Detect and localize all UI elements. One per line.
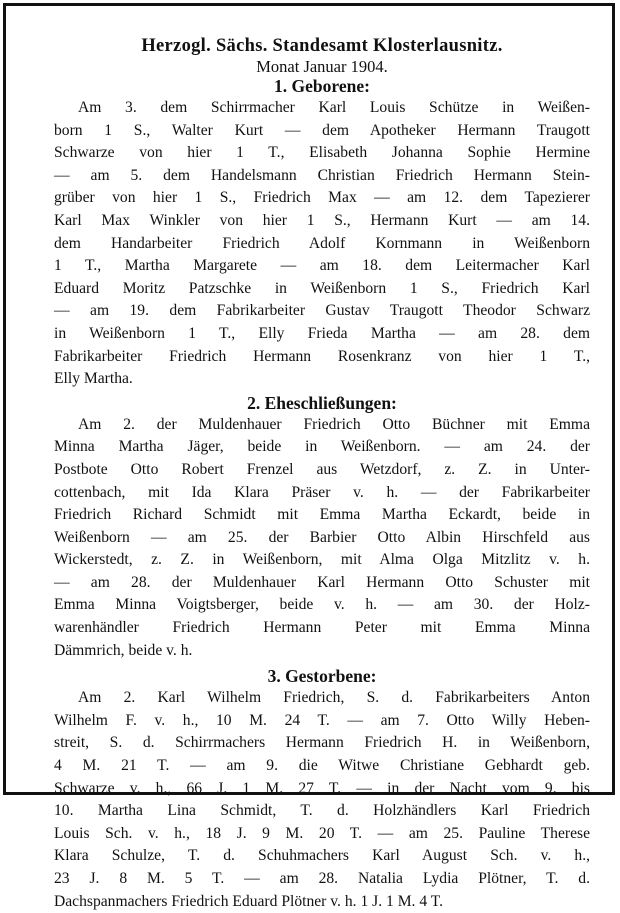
- text-line: Eduard Moritz Patzschke in Weißenborn 1 S., Friedrich Karl: [54, 279, 590, 297]
- text-line: cottenbach, mit Ida Klara Präser v. h. — der Fabrikarbeiter: [54, 483, 590, 501]
- text-line: Dämmrich, beide v. h.: [54, 641, 193, 659]
- text-line: Wickerstedt, z. Z. in Weißenborn, mit Alma Olga Mitzlitz v. h.: [54, 551, 590, 569]
- section-heading-marriages: 2. Eheschließungen:: [247, 392, 397, 413]
- document-month: Monat Januar 1904.: [256, 57, 388, 76]
- section-deaths: [54, 687, 590, 913]
- text-line: Schwarze v. h., 66 J. 1 M. 27 T. — in der Nacht vom 9. bis: [54, 779, 590, 797]
- document-title: Herzogl. Sächs. Standesamt Klosterlausnitz.: [141, 36, 503, 56]
- section-heading-births: 1. Geborene:: [274, 76, 370, 96]
- text-line: Wilhelm F. v. h., 10 M. 24 T. — am 7. Otto Willy Heben-: [54, 711, 590, 729]
- text-line: Schwarze von hier 1 T., Elisabeth Johanna Sophie Hermine: [54, 144, 590, 162]
- text-line: Am 2. Karl Wilhelm Friedrich, S. d. Fabrikarbeiters Anton: [78, 689, 590, 707]
- text-line: Karl Max Winkler von hier 1 S., Hermann Kurt — am 14.: [54, 211, 590, 229]
- text-line: Minna Martha Jäger, beide in Weißenborn. — am 24. der: [54, 438, 590, 456]
- document-frame: [3, 3, 615, 910]
- text-line: streit, S. d. Schirrmachers Hermann Friedrich H. in Weißenborn,: [54, 734, 590, 752]
- text-line: — am 19. dem Fabrikarbeiter Gustav Traugott Theodor Schwarz: [54, 302, 590, 320]
- section-births: [54, 97, 590, 391]
- text-line: Postbote Otto Robert Frenzel aus Wetzdorf, z. Z. in Unter-: [54, 460, 590, 478]
- text-line: Fabrikarbeiter Friedrich Hermann Rosenkranz von hier 1 T.,: [54, 347, 590, 365]
- text-line: warenhändler Friedrich Hermann Peter mit Emma Minna: [54, 619, 590, 637]
- text-line: — am 28. der Muldenhauer Karl Hermann Otto Schuster mit: [54, 573, 590, 591]
- text-line: Am 3. dem Schirrmacher Karl Louis Schütze in Weißen-: [78, 99, 590, 116]
- text-line: Friedrich Richard Schmidt mit Emma Martha Eckardt, beide in: [54, 506, 590, 524]
- text-line: Am 2. der Muldenhauer Friedrich Otto Büchner mit Emma: [78, 415, 590, 433]
- text-line: Louis Sch. v. h., 18 J. 9 M. 20 T. — am 25. Pauline Therese: [54, 824, 590, 842]
- section-heading-deaths: 3. Gestorbene:: [267, 666, 377, 687]
- text-line: Weißenborn — am 25. der Barbier Otto Albin Hirschfeld aus: [54, 528, 590, 546]
- document-body: [6, 6, 612, 913]
- text-line: Klara Schulze, T. d. Schuhmachers Karl August Sch. v. h.,: [54, 847, 590, 865]
- text-line: Elly Martha.: [54, 370, 133, 388]
- section-marriages: [54, 414, 590, 663]
- text-line: Dachspanmachers Friedrich Eduard Plötner v. h. 1 J. 1 M. 4 T.: [54, 892, 444, 910]
- text-line: 1 T., Martha Margarete — am 18. dem Leitermacher Karl: [54, 257, 590, 275]
- text-line: born 1 S., Walter Kurt — dem Apotheker Hermann Traugott: [54, 121, 590, 139]
- text-line: in Weißenborn 1 T., Elly Frieda Martha — am 28. dem: [54, 324, 590, 342]
- text-line: Emma Minna Voigtsberger, beide v. h. — am 30. der Holz-: [54, 596, 590, 614]
- text-line: dem Handarbeiter Friedrich Adolf Kornmann in Weißenborn: [54, 234, 590, 252]
- text-line: grüber von hier 1 S., Friedrich Max — am 12. dem Tapezierer: [54, 189, 590, 207]
- text-line: 4 M. 21 T. — am 9. die Witwe Christiane Gebhardt geb.: [54, 757, 590, 775]
- text-line: 10. Martha Lina Schmidt, T. d. Holzhändlers Karl Friedrich: [54, 802, 590, 820]
- text-line: 23 J. 8 M. 5 T. — am 28. Natalia Lydia Plötner, T. d.: [54, 870, 590, 887]
- text-line: — am 5. dem Handelsmann Christian Friedrich Hermann Stein-: [54, 166, 590, 184]
